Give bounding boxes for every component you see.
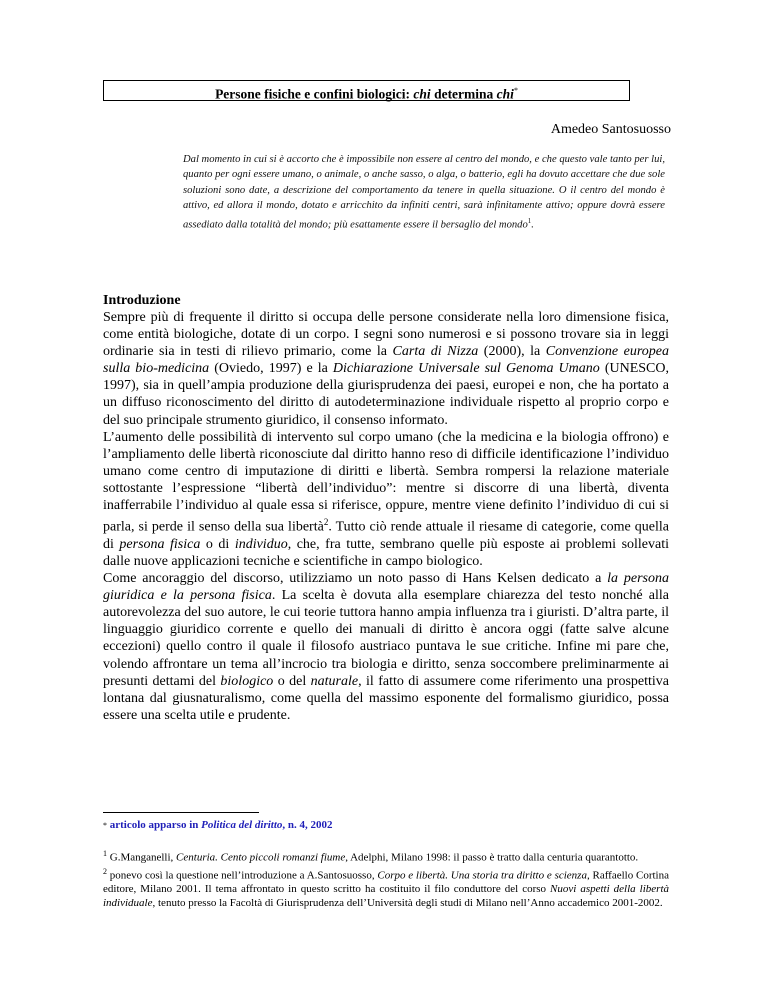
title-box <box>103 80 630 101</box>
paragraph-2: L’aumento delle possibilità di intervento sul corpo umano (che la medicina e la biologia offrono) e l’ampliamento delle libertà riconosciute dal diritto hanno reso di difficile identificazione l’individuo umano come centro di imputazione di diritti e libertà. Sembra rompersi la relazione materiale sottostante l’espressione “libertà dell’individuo”: mentre si discorre di una libertà, diventa inafferrabile l’individuo al quale essa si riferisce, oppure, mentre viene definito l’individuo di cui si parla, si perde il senso della sua libertà$^2$. Tutto ciò rende attuale il riesame di categorie, come quella di persona fisica o di individuo, che, fra tutte, sembrano quelle più esposte ai problemi sollevati dalle nuove applicazioni tecniche e scientifiche in campo biologico. <box>103 429 670 569</box>
author-name: Amedeo Santosuosso <box>550 122 671 137</box>
epigraph: Dal momento in cui si è accorto che è impossibile non essere al centro del mondo, e che questo vale tanto per lui, quanto per ogni essere umano, o animale, o anche sasso, o alga, o batterio, egli ha dovuto accettare che due sole soluzioni sono date, a descrizione del comportamento da tenere in quella situazione. O il centro del mondo è attivo, ed allora il mondo, dotato e arricchito da infiniti centri, sarà infinitamente attivo; oppure dovrà essere assediato dalla totalità del mondo; più esattamente essere il bersaglio del mondo$^1$. <box>183 154 665 231</box>
title-footnote-mark[interactable]: * <box>513 86 518 95</box>
footnote-star-link[interactable]: articolo apparso in Politica del diritto, n. 4, 2002 <box>109 819 333 831</box>
paragraph-3: Come ancoraggio del discorso, utilizziamo un noto passo di Hans Kelsen dedicato a la persona giuridica e la persona fisica. La scelta è dovuta alla esemplare chiarezza del testo nonché alla autorevolezza del suo autore, le cui teorie tuttora hanno ampia influenza tra i giuristi. D’altra parte, il linguaggio giuridico corrente e quello dei manuali di diritto è ancora oggi (fatte salve alcune eccezioni) quello contro il quale il filosofo austriaco puntava le sue critiche. Infine mi pare che, volendo affrontare un tema all’incrocio tra biologia e diritto, senza soccombere preliminarmente ai presunti dettami del biologico o del naturale, il fatto di assumere come riferimento una prospettiva lontana dal giusnaturalismo, come quella del massimo esponente del formalismo giuridico, possa essere una scelta utile e prudente. <box>103 571 670 723</box>
footnotes <box>103 847 669 910</box>
footnote-2: $^2$ ponevo così la questione nell’introduzione a A.Santosuosso, Corpo e libertà. Una storia tra diritto e scienza, Raffaello Cortina editore, Milano 2001. Il tema affrontato in questo scritto ha costituito il filo conduttore del corso Nuovi aspetti della libertà individuale, tenuto presso la Facoltà di Giurisprudenza dell’Università degli studi di Milano nell’Anno accademico 2001-2002. <box>103 866 669 910</box>
footnote-ref-2[interactable]: 2 <box>323 517 329 528</box>
section-heading: Introduzione <box>103 293 181 308</box>
footnote-1: $^1$ G.Manganelli, Centuria. Cento piccoli romanzi fiume, Adelphi, Milano 1998: il passo è tratto dalla centuria quarantotto. <box>103 849 639 864</box>
article-title: Persone fisiche e confini biologici: chi determina chi* <box>215 86 518 102</box>
paragraph-1: Sempre più di frequente il diritto si occupa delle persone considerate nella loro dimensione fisica, come entità biologiche, dotate di un corpo. I segni sono numerosi e si possono trovare sia in leggi ordinarie sia in testi di rilievo primario, come la Carta di Nizza (2000), la Convenzione europea sulla bio-medicina (Oviedo, 1997) e la Dichiarazione Universale sul Genoma Umano (UNESCO, 1997), sia in quell’ampia produzione della giurisprudenza dei paesi, europei e non, che ha portato a un diffuso riconoscimento del diritto di autodeterminazione individuale rispetto al proprio corpo e del suo principale strumento giuridico, il consenso informato. <box>103 310 669 428</box>
body-text <box>103 309 669 724</box>
epigraph-footnote-mark[interactable]: 1 <box>527 216 532 225</box>
footnote-separator <box>103 812 259 813</box>
footnote-star: * articolo apparso in Politica del diritto, n. 4, 2002 <box>103 819 333 831</box>
